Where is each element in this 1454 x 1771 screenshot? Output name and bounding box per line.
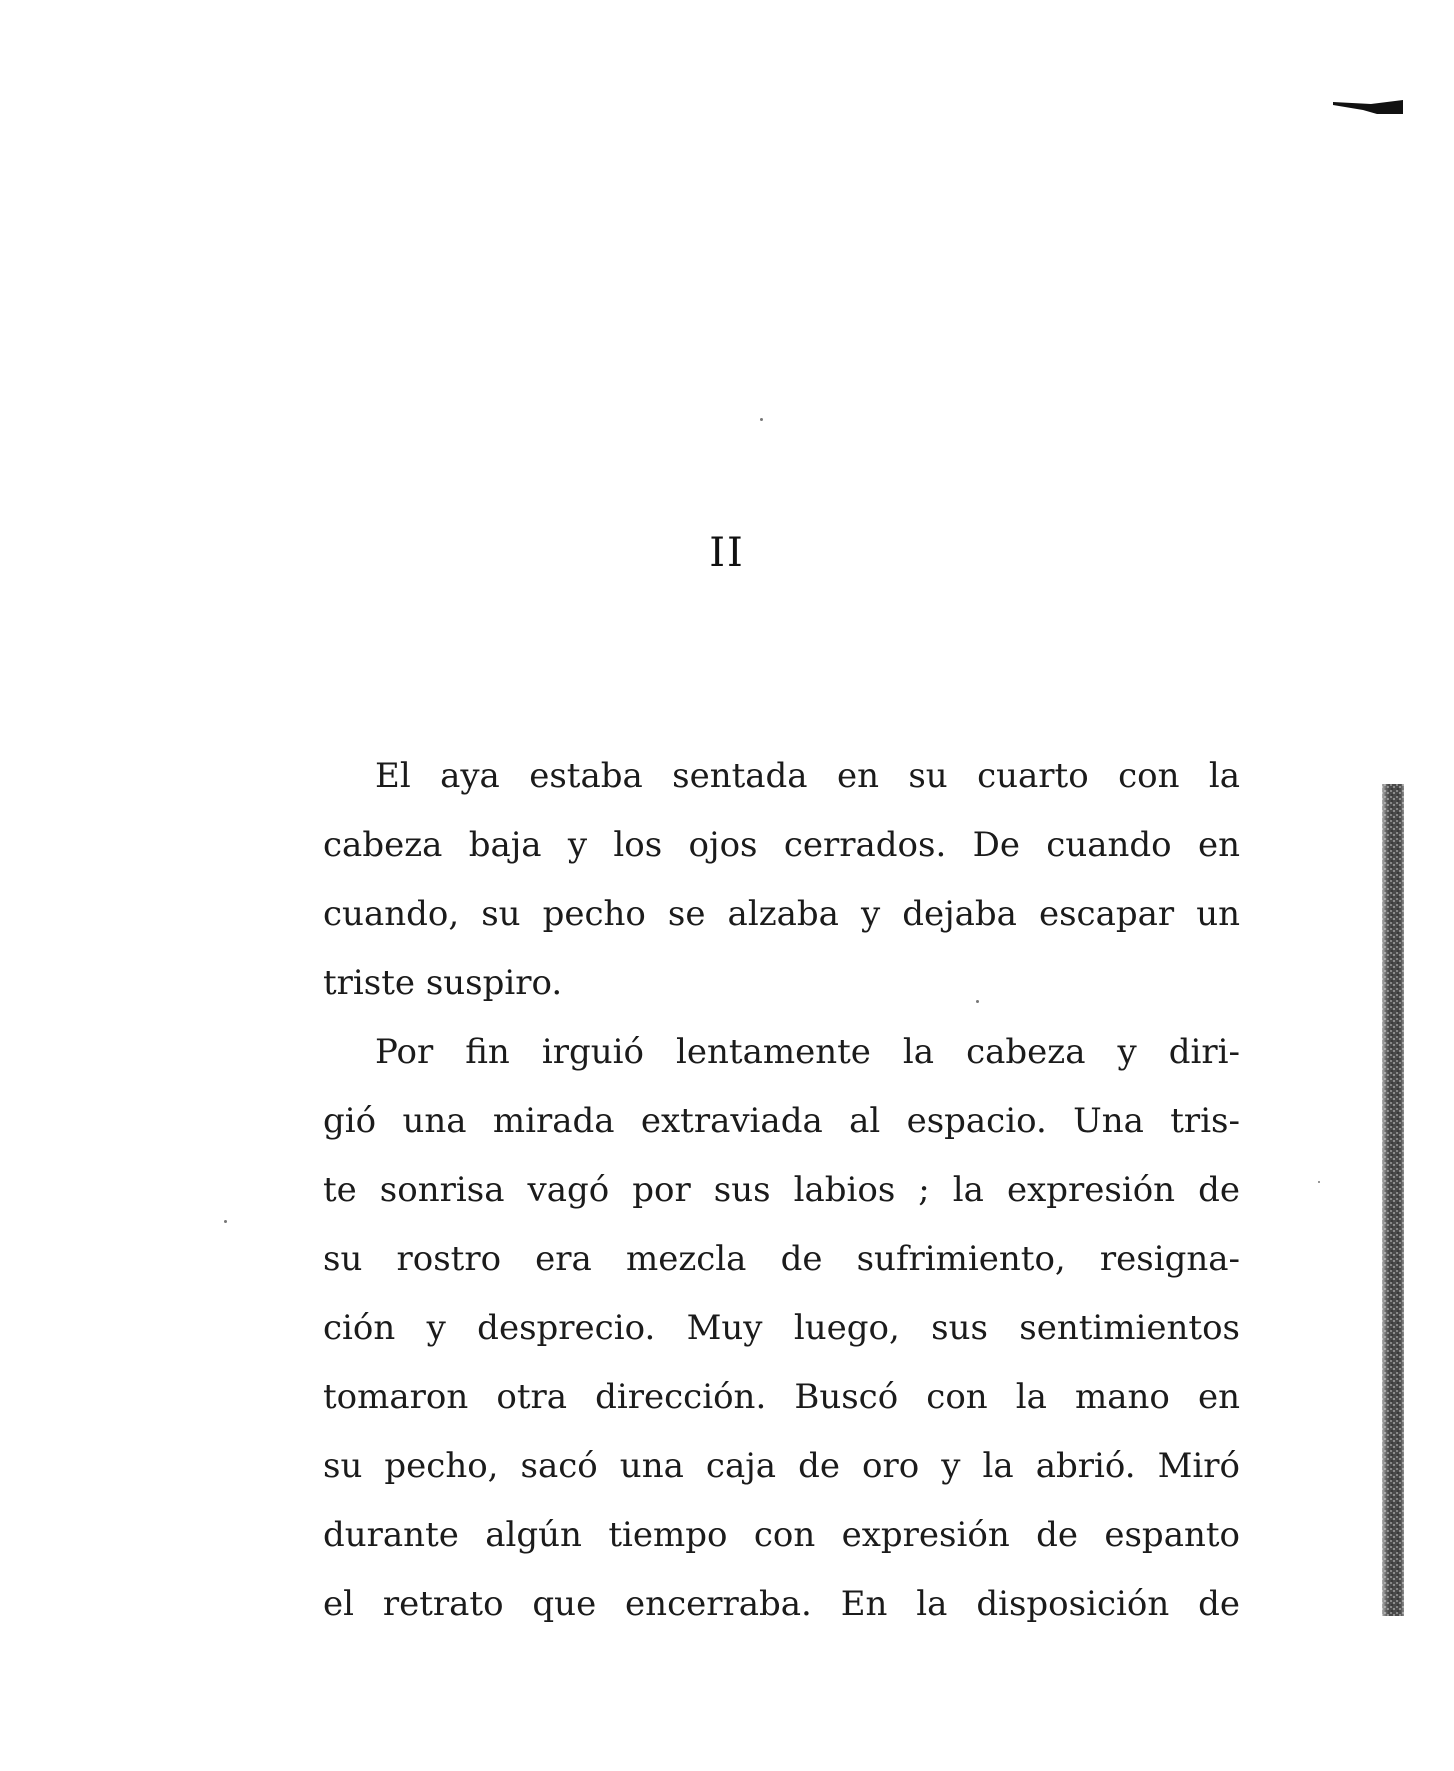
scan-speck — [976, 1000, 979, 1003]
text-line: gió una mirada extraviada al espacio. Una tris- — [323, 1101, 1240, 1141]
text-line: durante algún tiempo con expresión de espanto — [323, 1515, 1240, 1555]
scan-speck — [1318, 1181, 1320, 1183]
text-line: el retrato que encerraba. En la disposición de — [323, 1584, 1240, 1624]
text-line: te sonrisa vagó por sus labios ; la expresión de — [323, 1170, 1240, 1210]
text-line: Por fin irguió lentamente la cabeza y diri- — [375, 1032, 1240, 1072]
paragraph-1 — [323, 742, 1240, 1018]
body-text — [323, 742, 1240, 1639]
paragraph-2 — [323, 1018, 1240, 1639]
text-line: su rostro era mezcla de sufrimiento, resigna- — [323, 1239, 1240, 1279]
text-line: ción y desprecio. Muy luego, sus sentimientos — [323, 1308, 1240, 1348]
text-line: su pecho, sacó una caja de oro y la abrió. Miró — [323, 1446, 1240, 1486]
text-line: cuando, su pecho se alzaba y dejaba escapar un — [323, 894, 1240, 934]
scan-speck — [224, 1220, 227, 1223]
text-line: tomaron otra dirección. Buscó con la mano en — [323, 1377, 1240, 1417]
text-line: triste suspiro. — [323, 963, 563, 1003]
scan-corner-mark — [1333, 98, 1403, 116]
chapter-heading: II — [709, 530, 745, 576]
text-line: cabeza baja y los ojos cerrados. De cuando en — [323, 825, 1240, 865]
text-line: El aya estaba sentada en su cuarto con la — [375, 756, 1240, 796]
binding-shadow — [1378, 784, 1408, 1616]
scan-speck — [760, 418, 763, 421]
